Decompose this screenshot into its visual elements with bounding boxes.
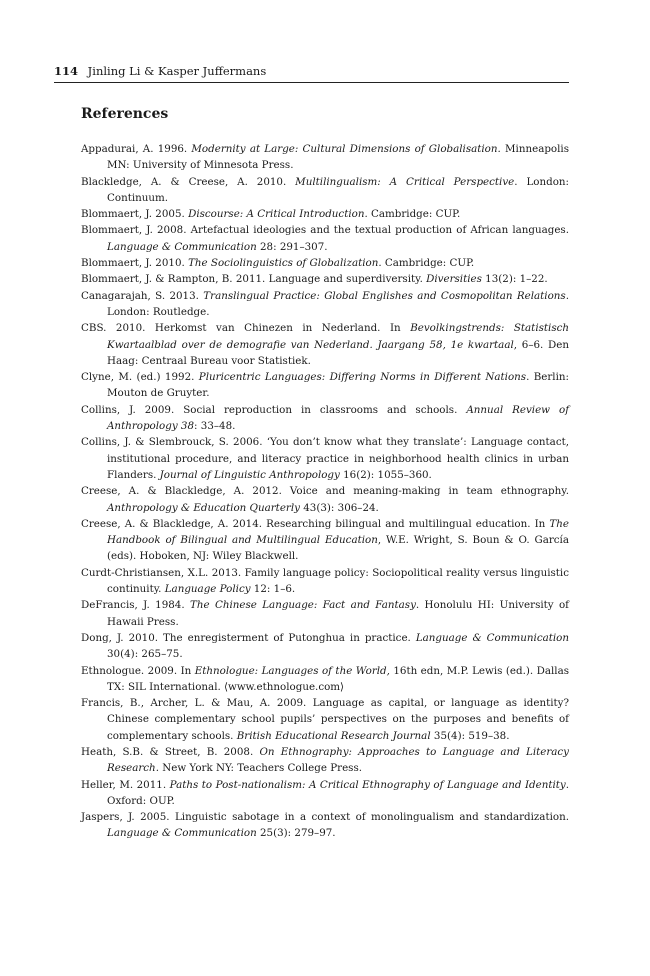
reference-text-segment: Blackledge, A. & Creese, A. 2010. — [81, 175, 296, 188]
reference-text-segment: Ethnologue. 2009. In — [81, 664, 195, 677]
reference-entry — [81, 744, 569, 777]
reference-text-segment: 25(3): 279–97. — [256, 827, 336, 840]
reference-italic-segment: Diversities — [426, 273, 482, 286]
reference-text-segment: 30(4): 265–75. — [107, 648, 183, 661]
reference-text-segment: Blommaert, J. & Rampton, B. 2011. Language and superdiversity. — [81, 273, 427, 286]
reference-text-segment: , 6–6. Den Haag: Centraal Bureau voor Statistiek. — [107, 338, 569, 367]
reference-text-segment: 28: 291–307. — [256, 240, 328, 253]
reference-text-segment: Blommaert, J. 2008. Artefactual ideologies and the textual production of African languages. — [81, 224, 569, 237]
reference-text-segment: 16th edn, M.P. Lewis (ed.). Dallas TX: SIL International. ⟨www.ethnologue.com⟩ — [107, 664, 569, 693]
reference-italic-segment: Language & Communication — [107, 827, 257, 840]
reference-text-segment: CBS. 2010. Herkomst van Chinezen in Nederland. In — [81, 322, 411, 335]
reference-entry — [81, 695, 569, 744]
reference-text-segment: Creese, A. & Blackledge, A. 2012. Voice and meaning-making in team ethnography. — [81, 485, 569, 498]
reference-italic-segment: Multilingualism: A Critical Perspective — [295, 175, 515, 188]
reference-text-segment: Clyne, M. (ed.) 1992. — [81, 371, 199, 384]
reference-text-segment: . Cambridge: CUP. — [364, 208, 461, 221]
reference-entry — [81, 222, 569, 255]
reference-text-segment: 35(4): 519–38. — [430, 729, 510, 742]
reference-text-segment: Appadurai, A. 1996. — [81, 143, 192, 155]
reference-italic-segment: British Educational Research Journal — [236, 729, 431, 742]
reference-text-segment: Jaspers, J. 2005. Linguistic sabotage in a context of monolingualism and standardization. — [81, 811, 569, 824]
reference-text-segment: . Minneapolis MN: University of Minnesota Press. — [107, 143, 569, 172]
page-number: 114 — [54, 64, 79, 78]
reference-text-segment: 16(2): 1055–360. — [339, 468, 432, 481]
reference-italic-segment: Language & Communication — [107, 240, 257, 253]
reference-italic-segment: Language Policy — [164, 583, 251, 596]
reference-entry — [81, 483, 569, 516]
reference-text-segment: . Berlin: Mouton de Gruyter. — [107, 371, 569, 400]
reference-italic-segment: The Sociolinguistics of Globalization — [188, 257, 379, 270]
reference-italic-segment: Anthropology & Education Quarterly — [107, 501, 300, 514]
reference-entry — [81, 369, 569, 402]
reference-text-segment: . Honolulu HI: University of Hawaii Press. — [107, 599, 569, 628]
reference-italic-segment: The Handbook of Bilingual and Multilingual Education — [107, 517, 569, 547]
reference-italic-segment: Bevolkingstrends: Statistisch Kwartaalblad over de demografie van Nederland. Jaargang 58, 1e kwartaal — [107, 322, 570, 351]
reference-text-segment: 43(3): 306–24. — [299, 501, 379, 514]
reference-text-segment: 12: 1–6. — [250, 583, 296, 596]
reference-entry — [81, 630, 569, 663]
reference-text-segment: Curdt-Christiansen, X.L. 2013. Family language policy: Sociopolitical reality versus linguistic continuity. — [81, 566, 569, 596]
reference-entry — [81, 809, 569, 842]
reference-text-segment: Collins, J. 2009. Social reproduction in classrooms and schools. — [81, 403, 467, 416]
reference-text-segment: Heller, M. 2011. — [81, 778, 170, 791]
reference-text-segment: . Oxford: OUP. — [107, 778, 570, 807]
reference-italic-segment: Journal of Linguistic Anthropology — [159, 468, 340, 481]
reference-italic-segment: On Ethnography: Approaches to Language and Literacy Research — [107, 745, 569, 775]
reference-text-segment: Collins, J. & Slembrouck, S. 2006. ‘You don’t know what they translate’: Language contact, institutional procedure, and literacy practice in neighborhood health clinics in urban Flanders. — [81, 436, 569, 481]
reference-text-segment: Creese, A. & Blackledge, A. 2014. Researching bilingual and multilingual education. In — [81, 517, 550, 530]
reference-text-segment: , W.E. Wright, S. Boun & O. García (eds). Hoboken, NJ: Wiley Blackwell. — [107, 534, 569, 563]
reference-entry — [81, 434, 569, 483]
reference-entry — [81, 402, 569, 435]
running-head — [54, 62, 569, 83]
reference-text-segment: . London: Routledge. — [107, 289, 569, 318]
reference-text-segment: . New York NY: Teachers College Press. — [155, 762, 363, 775]
reference-italic-segment: Translingual Practice: Global Englishes and Cosmopolitan Relations — [203, 289, 566, 302]
reference-text-segment: Blommaert, J. 2005. — [81, 208, 189, 221]
reference-entry — [81, 565, 569, 598]
reference-entry — [81, 141, 569, 174]
reference-entry — [81, 516, 569, 565]
reference-entry — [81, 597, 569, 630]
reference-list — [81, 141, 569, 842]
reference-text-segment: Dong, J. 2010. The enregisterment of Putonghua in practice. — [81, 631, 416, 644]
section-title: References — [81, 106, 169, 122]
reference-entry — [81, 777, 569, 810]
reference-text-segment: Francis, B., Archer, L. & Mau, A. 2009. Language as capital, or language as identity? Chinese complementary school pupils’ perspectives on the purposes and benefits of complementary schools. — [81, 697, 569, 742]
reference-entry — [81, 663, 569, 696]
reference-italic-segment: Paths to Post-nationalism: A Critical Ethnography of Language and Identity — [169, 778, 566, 791]
reference-italic-segment: Annual Review of Anthropology 38 — [107, 403, 570, 433]
reference-italic-segment: Language & Communication — [415, 631, 569, 644]
reference-italic-segment: Discourse: A Critical Introduction — [188, 208, 365, 221]
reference-text-segment: . London: Continuum. — [107, 175, 570, 204]
reference-italic-segment: Modernity at Large: Cultural Dimensions of Globalisation — [191, 143, 498, 155]
reference-text-segment: 13(2): 1–22. — [481, 273, 548, 286]
reference-entry — [81, 206, 569, 222]
reference-text-segment: Heath, S.B. & Street, B. 2008. — [81, 745, 260, 758]
reference-italic-segment: Pluricentric Languages: Differing Norms in Different Nations — [198, 371, 527, 384]
reference-italic-segment: Ethnologue: Languages of the World, — [194, 664, 390, 677]
reference-text-segment: . Cambridge: CUP. — [378, 257, 475, 270]
reference-text-segment: : 33–48. — [194, 420, 236, 433]
reference-entry — [81, 271, 569, 287]
reference-text-segment: Canagarajah, S. 2013. — [81, 289, 204, 302]
reference-entry — [81, 320, 569, 369]
reference-text-segment: Blommaert, J. 2010. — [81, 257, 189, 270]
reference-text-segment: DeFrancis, J. 1984. — [81, 599, 190, 612]
reference-italic-segment: The Chinese Language: Fact and Fantasy — [189, 599, 416, 612]
reference-entry — [81, 255, 569, 271]
reference-entry — [81, 174, 569, 207]
running-head-authors: Jinling Li & Kasper Juffermans — [87, 64, 267, 78]
reference-entry — [81, 288, 569, 321]
